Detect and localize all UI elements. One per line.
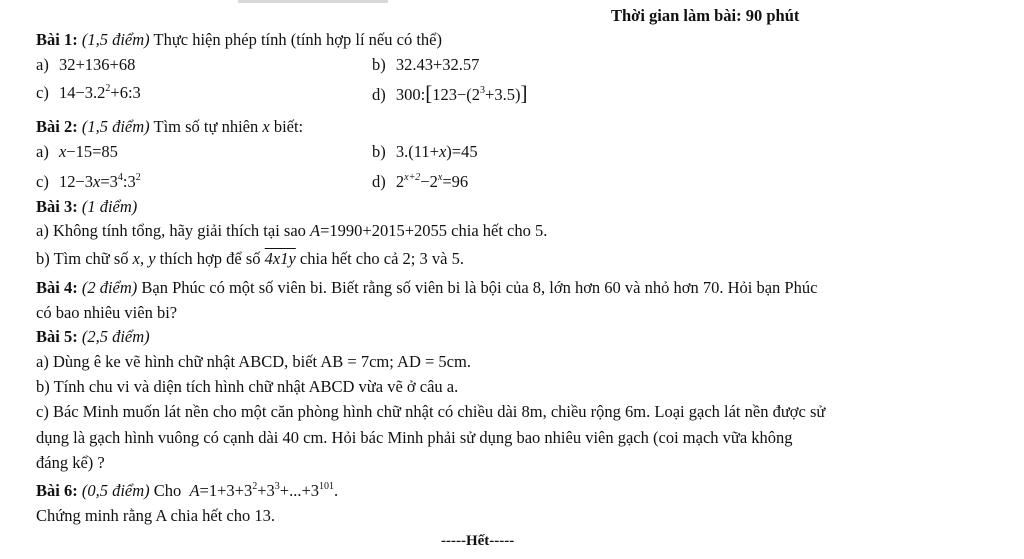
b3-b-text1: b) Tìm chữ số xyxy=(36,249,129,268)
b2-c-label: c) xyxy=(36,172,49,191)
b4-text1: Bạn Phúc có một số viên bi. Biết rằng số viên bi là bội của 8, lớn hơn 60 và nhỏ hơn 70. Hỏi bạn Phúc xyxy=(141,278,818,297)
b1-c-part1: 14−3.2 xyxy=(58,83,106,102)
b1-d-label: d) xyxy=(372,85,386,104)
b2-var: x xyxy=(262,117,270,136)
b2-c-exp2: 2 xyxy=(135,172,141,183)
b2-b-part1: 3.(11+ xyxy=(395,142,439,161)
b2-b-var: x xyxy=(438,142,447,161)
b3-b xyxy=(36,249,464,269)
b2-d xyxy=(372,172,468,192)
b5-heading xyxy=(36,327,150,347)
end-marker: -----Hết----- xyxy=(441,533,515,549)
b1-d-part3: +3.5) xyxy=(485,85,521,104)
top-edge-smudge xyxy=(238,0,388,3)
b6-expr4: . xyxy=(334,481,339,500)
b2-c-part1: 12−3 xyxy=(58,172,94,191)
b1-text: Thực hiện phép tính (tính hợp lí nếu có thể) xyxy=(153,30,442,49)
b2-d-exp1: x+2 xyxy=(404,172,421,183)
b1-a xyxy=(36,55,135,75)
b1-b-expr: 32.43+32.57 xyxy=(395,55,480,74)
b1-a-label: a) xyxy=(36,55,49,74)
b6-expr3: +...+3 xyxy=(279,481,320,500)
b1-d xyxy=(372,83,527,105)
b1-label: Bài 1: xyxy=(36,30,78,49)
b3-a-text2: chia hết cho 5. xyxy=(451,221,548,240)
b6-exp1: 2 xyxy=(252,481,258,492)
b1-b-label: b) xyxy=(372,55,386,74)
b3-b-vars: x, y xyxy=(132,249,156,268)
b3-a-text1: a) Không tính tổng, hãy giải thích tại sao xyxy=(36,221,306,240)
b2-a-label: a) xyxy=(36,142,49,161)
b1-d-part2: 123−(2 xyxy=(432,85,481,104)
b1-heading xyxy=(36,30,442,50)
b3-a xyxy=(36,221,547,241)
b1-a-expr: 32+136+68 xyxy=(58,55,136,74)
b1-d-part1: 300: xyxy=(395,85,426,104)
b4-line2: có bao nhiêu viên bi? xyxy=(36,303,178,322)
b2-text2: biết: xyxy=(273,117,304,136)
b2-c-exp1: 4 xyxy=(117,172,123,183)
b2-d-part1: 2 xyxy=(395,172,405,191)
b6-line2: Chứng minh rằng A chia hết cho 13. xyxy=(36,506,275,525)
b4-points: (2 điểm) xyxy=(81,278,138,297)
b3-points: (1 điểm) xyxy=(81,197,138,216)
b3-a-expr: =1990+2015+2055 xyxy=(320,221,448,240)
b5-b: b) Tính chu vi và diện tích hình chữ nhật ABCD vừa vẽ ở câu a. xyxy=(36,377,459,396)
b2-c-part2: =3 xyxy=(100,172,118,191)
b6-line1 xyxy=(36,481,338,501)
b2-c-part3: :3 xyxy=(122,172,136,191)
b1-c-part2: +6:3 xyxy=(110,83,141,102)
b2-a xyxy=(36,142,118,162)
b6-exp2: 3 xyxy=(274,481,280,492)
b2-label: Bài 2: xyxy=(36,117,78,136)
b2-d-part2: −2 xyxy=(420,172,438,191)
b6-exp3: 101 xyxy=(319,481,335,492)
b1-c-label: c) xyxy=(36,83,49,102)
b2-c-var: x xyxy=(93,172,101,191)
b2-b-label: b) xyxy=(372,142,386,161)
exam-time: Thời gian làm bài: 90 phút xyxy=(611,6,800,25)
b2-c xyxy=(36,172,141,192)
b2-d-exp2: x xyxy=(437,172,443,183)
b2-text1: Tìm số tự nhiên xyxy=(153,117,259,136)
b2-d-part3: =96 xyxy=(442,172,469,191)
b5-c-line2: dụng là gạch hình vuông có cạnh dài 40 cm. Hỏi bác Minh phải sử dụng bao nhiêu viên gạch (coi mạch vữa không xyxy=(36,428,793,447)
b6-expr2: +3 xyxy=(257,481,275,500)
b6-points: (0,5 điểm) xyxy=(81,481,150,500)
b4-label: Bài 4: xyxy=(36,278,78,297)
b3-b-text3: chia hết cho cả 2; 3 và 5. xyxy=(299,249,464,268)
b1-d-exp: 3 xyxy=(480,85,486,96)
b1-d-rbracket: ] xyxy=(520,81,528,105)
b1-d-lbracket: [ xyxy=(425,81,433,105)
b2-a-var: x xyxy=(58,142,67,161)
b3-a-var: A xyxy=(310,221,321,240)
b3-b-number: 4x1y xyxy=(264,249,296,268)
b2-b xyxy=(372,142,478,162)
b6-label: Bài 6: xyxy=(36,481,78,500)
b5-label: Bài 5: xyxy=(36,327,78,346)
b5-points: (2,5 điểm) xyxy=(81,327,150,346)
b3-heading xyxy=(36,197,137,217)
b5-c-line1: c) Bác Minh muốn lát nền cho một căn phòng hình chữ nhật có chiều dài 8m, chiều rộng 6m. Loại gạch lát nền được sử xyxy=(36,402,826,421)
b2-points: (1,5 điểm) xyxy=(81,117,150,136)
b1-points: (1,5 điểm) xyxy=(81,30,150,49)
b1-b xyxy=(372,55,479,75)
b6-var: A xyxy=(189,481,200,500)
b4-line1 xyxy=(36,278,817,298)
b2-d-label: d) xyxy=(372,172,386,191)
b1-c-exp: 2 xyxy=(105,83,111,94)
b3-b-text2: thích hợp để số xyxy=(159,249,261,268)
b6-expr1: =1+3+3 xyxy=(199,481,253,500)
b1-c xyxy=(36,83,141,103)
b2-heading xyxy=(36,117,303,137)
b5-a: a) Dùng ê ke vẽ hình chữ nhật ABCD, biết AB = 7cm; AD = 5cm. xyxy=(36,352,471,371)
b6-cho: Cho xyxy=(153,481,182,500)
b2-a-expr: −15=85 xyxy=(66,142,118,161)
b3-label: Bài 3: xyxy=(36,197,78,216)
b2-b-part2: )=45 xyxy=(446,142,478,161)
b5-c-line3: đáng kể) ? xyxy=(36,453,105,472)
